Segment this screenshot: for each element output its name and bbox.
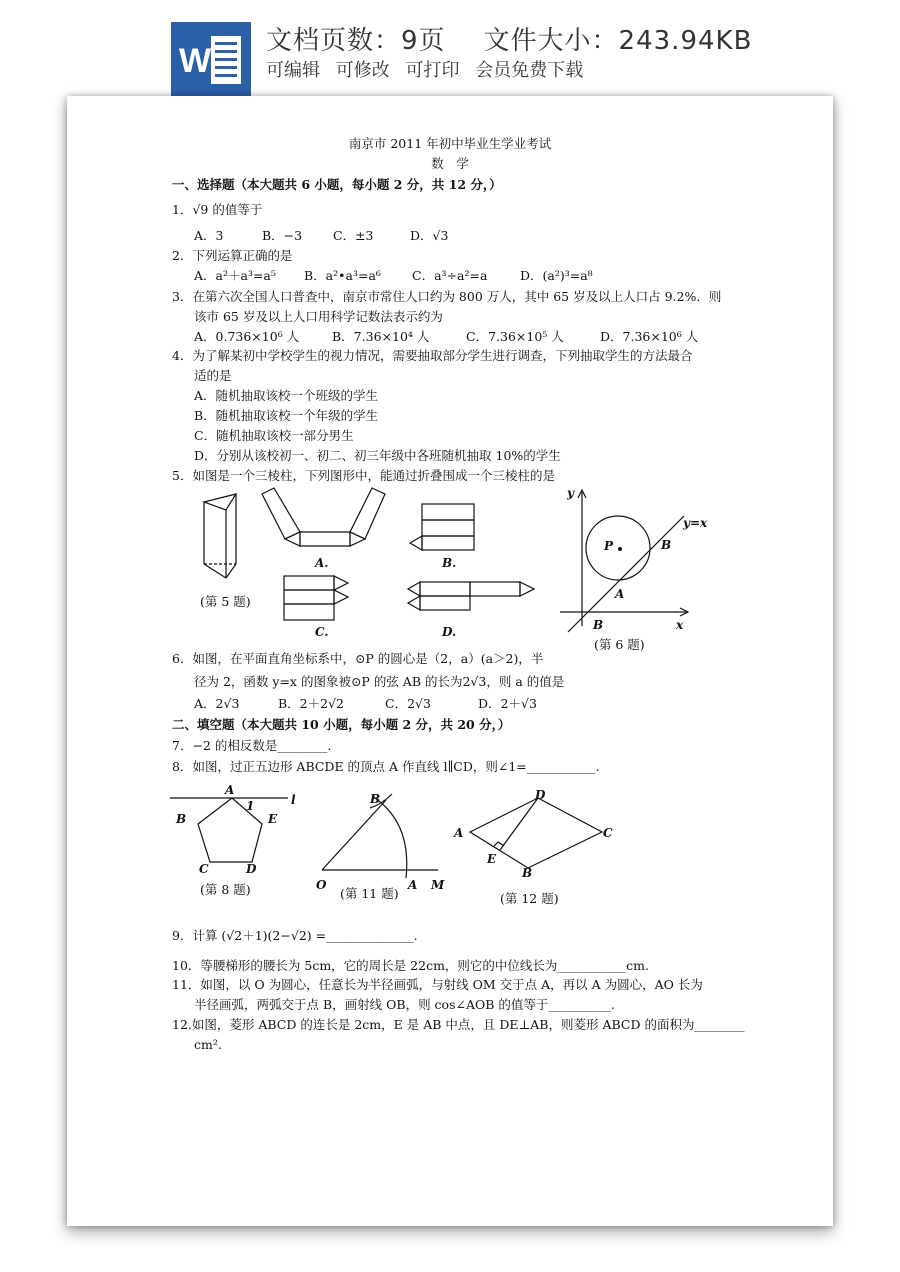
q12-figure-caption: (第 12 题) — [500, 891, 559, 906]
fig8-label-e: E — [268, 812, 278, 826]
fig11-label-m: M — [431, 878, 445, 892]
q11-line2: 半径画弧，两弧交于点 B，画射线 OB，则 cos∠AOB 的值等于__________. — [194, 997, 615, 1012]
fig12-label-e: E — [487, 852, 497, 866]
fig8-label-a: A — [225, 783, 235, 797]
q1-option-a: A．3 — [194, 228, 224, 243]
q5-label-b: B. — [442, 556, 457, 570]
member-download-link[interactable]: 会员免费下载 — [475, 60, 584, 81]
q3-option-d: D．7.36×10⁶ 人 — [600, 329, 699, 344]
q5-figure — [190, 484, 550, 644]
q11-figure-caption: (第 11 题) — [340, 886, 399, 901]
exam-title: 南京市 2011 年初中毕业生学业考试 — [348, 136, 552, 151]
q3-option-b: B．7.36×10⁴ 人 — [332, 329, 430, 344]
fig8-label-d: D — [246, 862, 257, 876]
center-point — [618, 547, 622, 551]
fig11-label-b: B — [370, 792, 381, 806]
q5-label-a: A. — [315, 556, 329, 570]
q11-line1: 11．如图，以 O 为圆心，任意长为半径画弧，与射线 OM 交于点 A，再以 A 为圆心，AO 长为 — [172, 977, 703, 992]
q3-option-a: A．0.736×10⁶ 人 — [194, 329, 300, 344]
q9: 9．计算 (√2＋1)(2−√2) =______________. — [172, 928, 418, 943]
q6-label-b-upper: B — [661, 538, 672, 552]
q12-line2: cm². — [194, 1037, 222, 1052]
circle-p — [586, 516, 650, 580]
net-a — [262, 488, 385, 546]
modifiable-label: 可修改 — [335, 60, 390, 81]
q4-option-d: D．分别从该校初一、初二、初三年级中各班随机抽取 10%的学生 — [194, 448, 561, 463]
exam-subject: 数 学 — [431, 156, 469, 171]
q3-stem-line1: 3．在第六次全国人口普查中，南京市常住人口约为 800 万人，其中 65 岁及以上人口占 9.2%．则 — [172, 289, 722, 304]
file-actions — [266, 56, 593, 82]
section-1-heading: 一、选择题（本大题共 6 小题，每小题 2 分，共 12 分，） — [172, 177, 502, 192]
q6-label-b-origin: B — [593, 618, 604, 632]
q2-option-b: B．a²•a³=a⁶ — [304, 268, 381, 283]
ray-ob — [322, 800, 386, 870]
q2-option-a: A．a²＋a³=a⁵ — [194, 268, 276, 283]
q8: 8．如图，过正五边形 ABCDE 的顶点 A 作直线 l∥CD，则∠1=___________. — [172, 759, 600, 774]
q1-option-c: C．±3 — [333, 228, 374, 243]
triangular-prism — [204, 494, 236, 578]
q6-label-a: A — [615, 587, 625, 601]
q8-figure — [166, 784, 306, 874]
q4-option-c: C．随机抽取该校一部分男生 — [194, 428, 354, 443]
q6-stem-line2: 径为 2，函数 y=x 的图象被⊙P 的弦 AB 的长为2√3，则 a 的值是 — [194, 674, 565, 689]
q3-option-c: C．7.36×10⁵ 人 — [466, 329, 564, 344]
download-banner — [0, 0, 900, 96]
net-c — [284, 576, 348, 620]
q6-label-x: x — [676, 618, 684, 632]
q6-option-c: C．2√3 — [385, 696, 431, 711]
q6-option-a: A．2√3 — [194, 696, 240, 711]
q3-stem-line2: 该市 65 岁及以上人口用科学记数法表示约为 — [194, 309, 443, 324]
file-size: 文件大小：243.94KB — [483, 26, 753, 56]
q8-figure-caption: (第 8 题) — [200, 882, 251, 897]
q6-label-y: y — [567, 486, 574, 500]
q4-stem-line1: 4．为了解某初中学校学生的视力情况，需要抽取部分学生进行调查，下列抽取学生的方法最合 — [172, 348, 693, 363]
q2-stem: 2．下列运算正确的是 — [172, 248, 293, 263]
printable-label: 可打印 — [405, 60, 460, 81]
q1-option-d: D．√3 — [410, 228, 449, 243]
q1-option-b: B．−3 — [262, 228, 303, 243]
fig8-label-1: 1 — [246, 799, 255, 813]
q6-figure-caption: (第 6 题) — [594, 637, 645, 652]
svg-text:W: W — [179, 42, 212, 80]
q5-stem: 5．如图是一个三棱柱，下列图形中，能通过折叠围成一个三棱柱的是 — [172, 468, 555, 483]
fig12-label-a: A — [454, 826, 464, 840]
page-count: 文档页数：9页 — [266, 26, 446, 56]
fig8-label-b: B — [176, 812, 187, 826]
q10: 10．等腰梯形的腰长为 5cm，它的周长是 22cm，则它的中位线长为___________cm. — [172, 958, 649, 973]
fig12-label-b: B — [522, 866, 533, 880]
q1-stem: 1．√9 的值等于 — [172, 202, 263, 217]
word-document-icon — [171, 22, 251, 96]
q2-option-c: C．a³÷a²=a — [412, 268, 488, 283]
q6-label-p: P — [604, 539, 614, 553]
q5-label-c: C. — [315, 625, 329, 639]
file-info — [266, 20, 790, 57]
q5-figure-caption: (第 5 题) — [200, 594, 251, 609]
segment-de — [500, 798, 538, 850]
q6-stem-line1: 6．如图，在平面直角坐标系中，⊙P 的圆心是（2，a）(a＞2)，半 — [172, 651, 544, 666]
q4-option-a: A．随机抽取该校一个班级的学生 — [194, 388, 379, 403]
q12-line1: 12.如图，菱形 ABCD 的连长是 2cm，E 是 AB 中点，且 DE⊥AB，则菱形 ABCD 的面积为________ — [172, 1017, 745, 1032]
q6-figure — [556, 486, 716, 636]
arc-large — [372, 796, 407, 878]
q4-option-b: B．随机抽取该校一个年级的学生 — [194, 408, 379, 423]
fig12-label-d: D — [535, 788, 546, 802]
q6-option-b: B．2＋2√2 — [278, 696, 345, 711]
q6-label-line: y=x — [683, 516, 708, 530]
fig12-label-c: C — [603, 826, 613, 840]
section-2-heading: 二、填空题（本大题共 10 小题，每小题 2 分，共 20 分，） — [172, 717, 511, 732]
q4-stem-line2: 适的是 — [194, 368, 232, 383]
fig8-label-l: l — [291, 793, 296, 807]
q5-label-d: D. — [442, 625, 457, 639]
fig11-label-a: A — [408, 878, 418, 892]
q7: 7．−2 的相反数是________. — [172, 738, 332, 753]
fig11-label-o: O — [316, 878, 327, 892]
editable-label: 可编辑 — [266, 60, 320, 81]
fig8-label-c: C — [199, 862, 209, 876]
q2-option-d: D．(a²)³=a⁸ — [520, 268, 593, 283]
net-d — [408, 582, 534, 610]
net-b — [410, 504, 474, 550]
line-y-equals-x — [568, 516, 684, 632]
q6-option-d: D．2＋√3 — [478, 696, 537, 711]
